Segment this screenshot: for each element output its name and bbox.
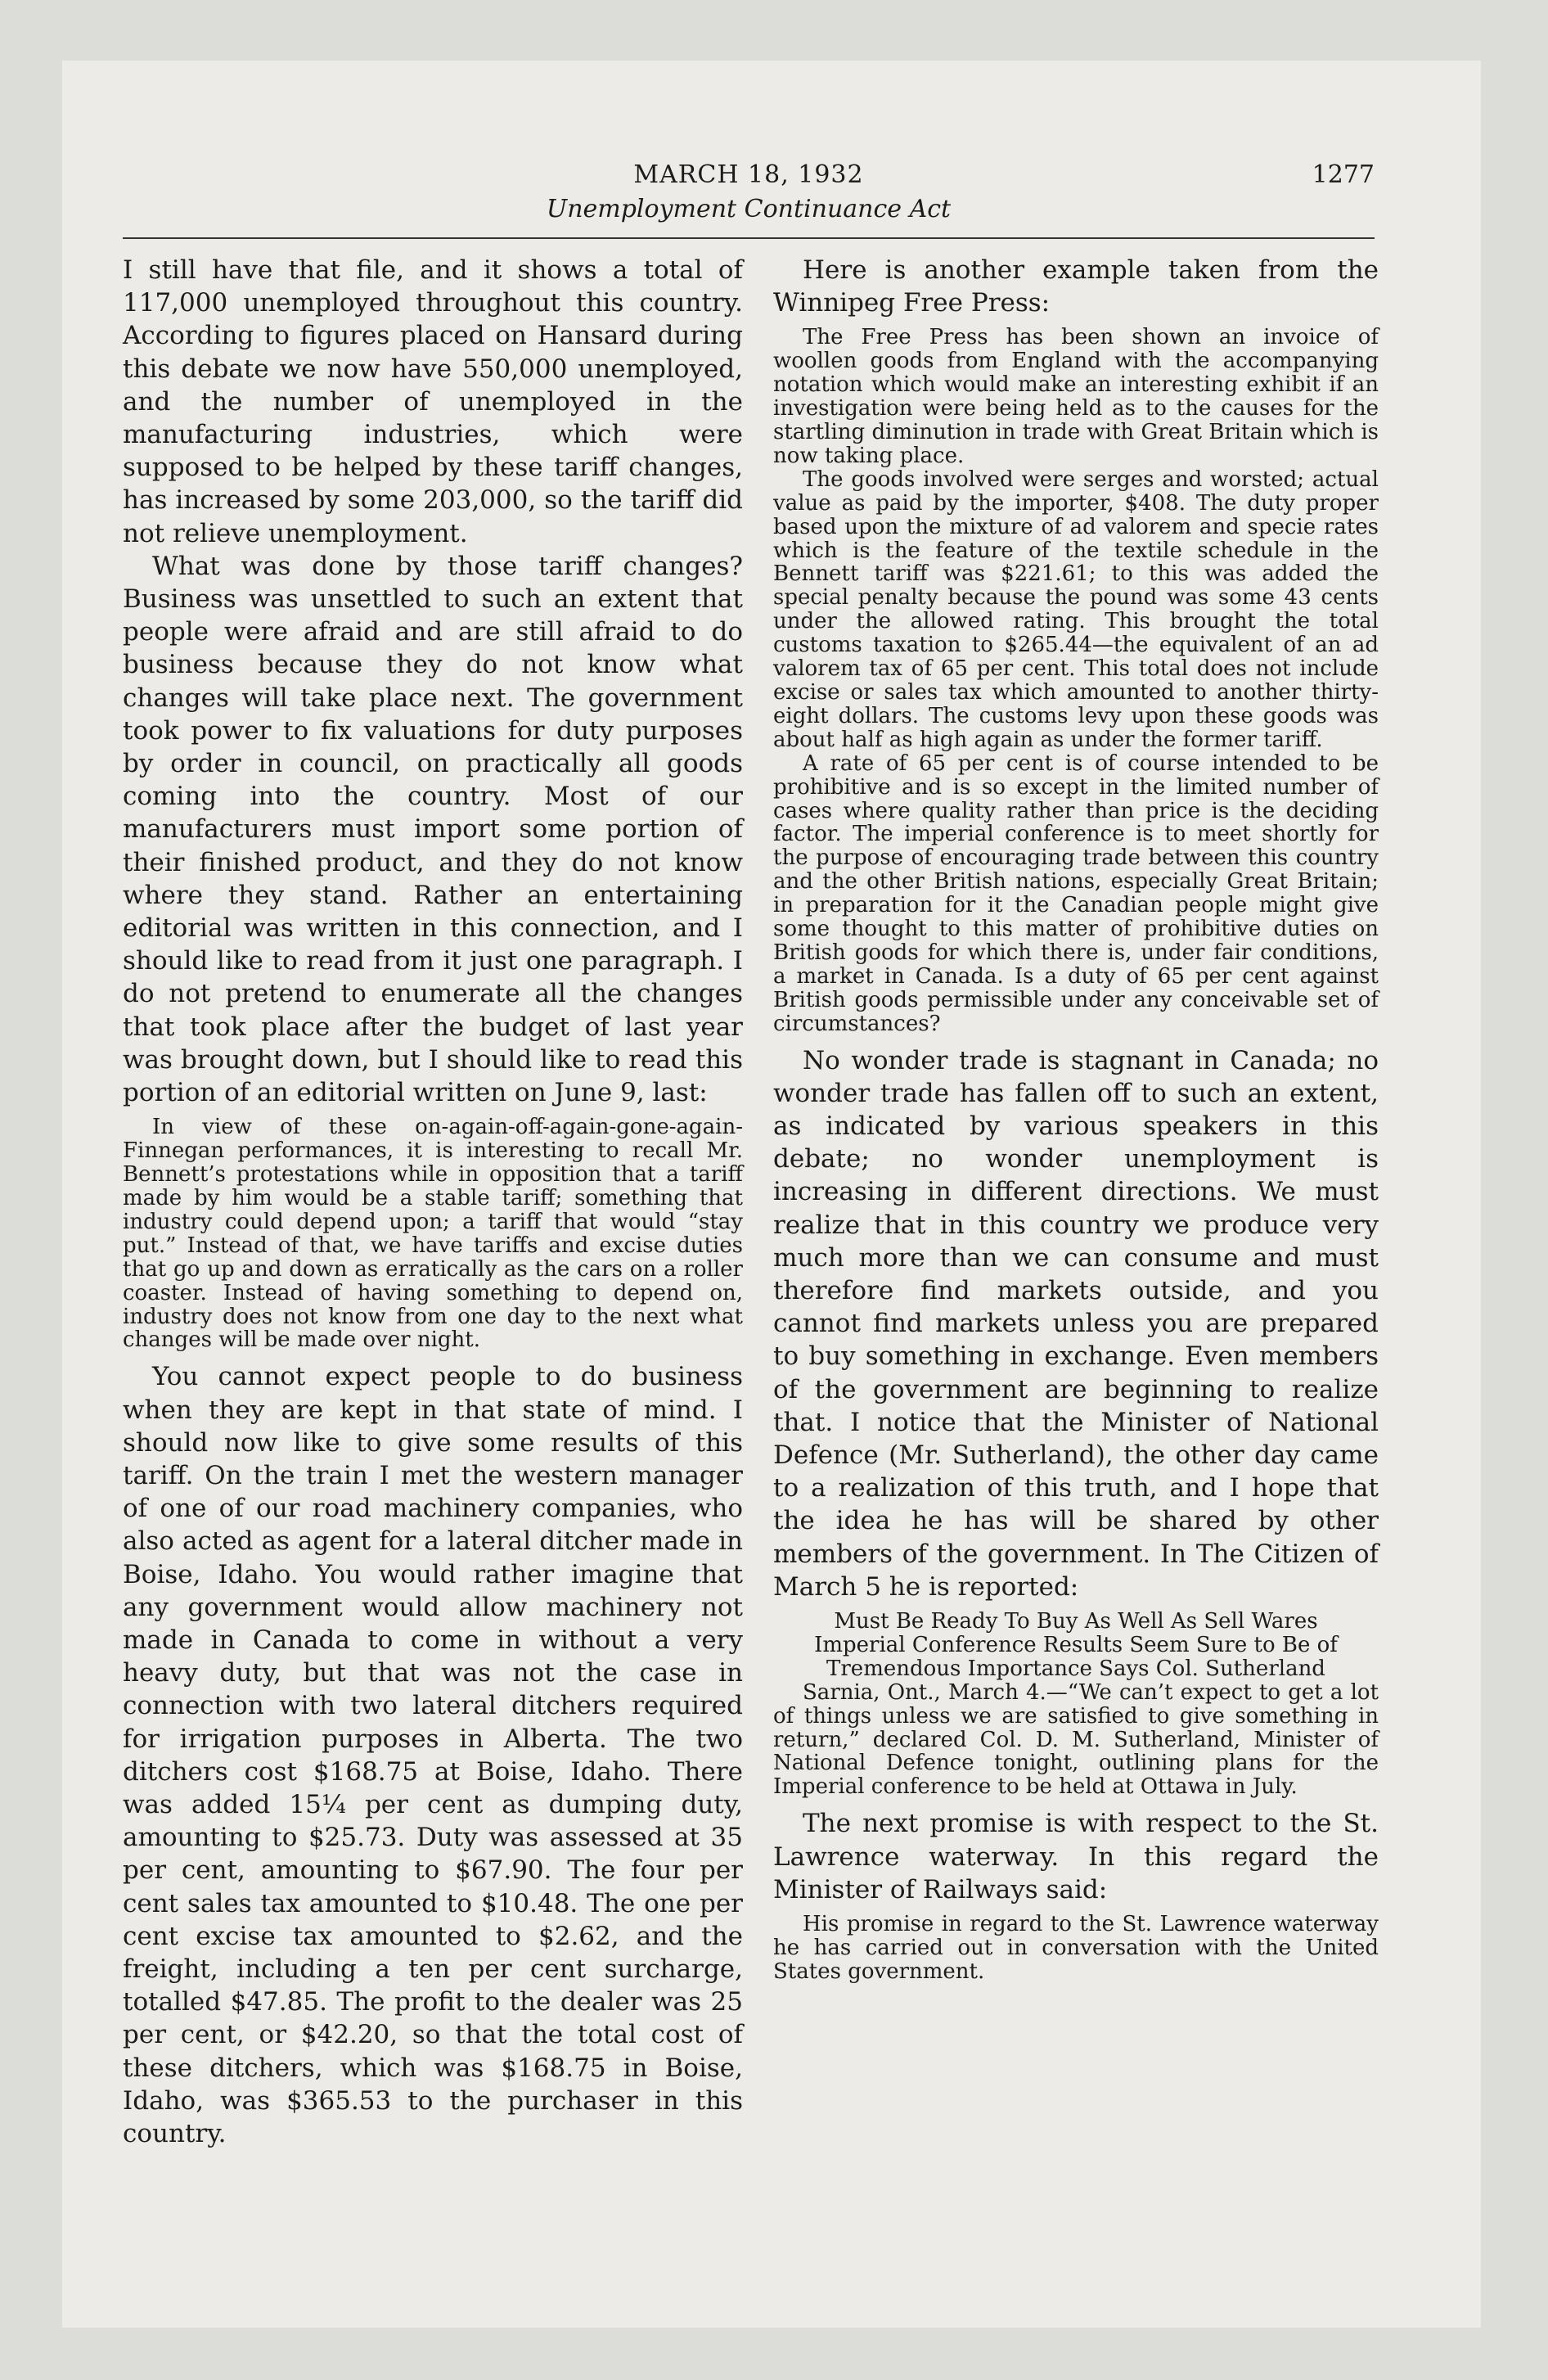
paragraph: No wonder trade is stagnant in Canada; no wonder trade has fallen off to such an extent, as indicated by various speakers in this debate; no wonder unemployment is increasing in different directions. We must realize that in this country we produce very much more than we can consume and must therefore find markets outside, and you cannot find markets unless you are prepared to buy something in exchange. Even members of the government are beginning to realize that. I notice that the Minister of National Defence (Mr. Sutherland), the other day came to a realization of this truth, and I hope that the idea he has will be shared by other members of the government. In The Citizen of March 5 he is reported: xyxy=(773,1045,1379,1602)
quote-text: The goods involved were serges and worsted; actual value as paid by the importer, $408. The duty proper based upon the mixture of ad valorem and specie rates which is the feature of the textile schedule in the Bennett tariff was $221.61; to this was added the special penalty because the pound was some 43 cents under the allowed rating. This brought the total customs taxation to $265.44—the equivalent of an ad valorem tax of 65 per cent. This total does not include excise or sales tax which amounted to another thirty-eight dollars. The customs levy upon these goods was about half as high again as under the former tariff. xyxy=(773,467,1379,752)
quote-text: A rate of 65 per cent is of course intended to be prohibitive and is so except in the limited number of cases where quality rather than price is the deciding factor. The imperial conference is to meet shortly for the purpose of encouraging trade between this country and the other British nations, especially Great Britain; in preparation for it the Canadian people might give some thought to this matter of prohibitive duties on British goods for which there is, under fair conditions, a market in Canada. Is a duty of 65 per cent against British goods permissible under any conceivable set of circumstances? xyxy=(773,751,1379,1036)
paragraph: What was done by those tariff changes? Business was unsettled to such an extent that people were afraid and are still afraid to do business because they do not know what changes will take place next. The government took power to fix valuations for duty purposes by order in council, on practically all goods coming into the country. Most of our manufacturers must import some portion of their finished product, and they do not know where they stand. Rather an entertaining editorial was written in this connection, and I should like to read from it just one paragraph. I do not pretend to enumerate all the changes that took place after the budget of last year was brought down, but I should like to read this portion of an editorial written on June 9, last: xyxy=(123,551,743,1108)
left-column xyxy=(123,254,743,2150)
page-header xyxy=(123,160,1375,242)
paragraph: Here is another example taken from the Winnipeg Free Press: xyxy=(773,255,1379,318)
paragraph: I still have that file, and it shows a total of 117,000 unemployed throughout this country. According to figures placed on Hansard during this debate we now have 550,000 unemployed, and the number of unemployed in the manufacturing industries, which were supposed to be helped by these tariff changes, has increased by some 203,000, so the tariff did not relieve unemployment. xyxy=(123,255,743,548)
header-rule xyxy=(123,237,1375,239)
paragraph: You cannot expect people to do business when they are kept in that state of mind. I should now like to give some results of this tariff. On the train I met the western manager of one of our road machinery companies, who also acted as agent for a lateral ditcher made in Boise, Idaho. You would rather imagine that any government would allow machinery not made in Canada to come in without a very heavy duty, but that was not the case in connection with two lateral ditchers required for irrigation purposes in Alberta. The two ditchers cost $168.75 at Boise, Idaho. There was added 15¼ per cent as dumping duty, amounting to $25.73. Duty was assessed at 35 per cent, amounting to $67.90. The four per cent sales tax amounted to $10.48. The one per cent excise tax amounted to $2.62, and the freight, including a ten per cent surcharge, totalled $47.85. The profit to the dealer was 25 per cent, or $42.20, so that the total cost of these ditchers, which was $168.75 in Boise, Idaho, was $365.53 to the purchaser in this country. xyxy=(123,1362,743,2149)
quote-text: In view of these on-again-off-again-gone-again-Finnegan performances, it is interesting to recall Mr. Bennett’s protestations while in opposition that a tariff made by him would be a stable tariff; something that industry could depend upon; a tariff that would “stay put.” Instead of that, we have tariffs and excise duties that go up and down as erratically as the cars on a roller coaster. Instead of having something to depend on, industry does not know from one day to the next what changes will be made over night. xyxy=(123,1115,743,1353)
block-quote xyxy=(773,326,1379,1035)
page-number: 1277 xyxy=(1312,160,1375,189)
news-subhead: Imperial Conference Results Seem Sure to Be of Tremendous Importance Says Col. Sutherland xyxy=(814,1632,1338,1681)
block-quote xyxy=(773,1913,1379,1984)
quote-text: Sarnia, Ont., March 4.—“We can’t expect to get a lot of things unless we are satisfied to give something in return,” declared Col. D. M. Sutherland, Minister of National Defence tonight, outlining plans for the Imperial conference to be held at Ottawa in July. xyxy=(773,1679,1379,1800)
quote-text: His promise in regard to the St. Lawrence waterway he has carried out in conversation with the United States government. xyxy=(773,1911,1379,1984)
block-quote xyxy=(123,1116,743,1352)
news-headline: Must Be Ready To Buy As Well As Sell Wares xyxy=(834,1609,1318,1634)
news-quote xyxy=(773,1610,1379,1799)
running-title: Unemployment Continuance Act xyxy=(546,195,952,223)
header-date: MARCH 18, 1932 xyxy=(633,160,864,189)
paragraph: The next promise is with respect to the St. Lawrence waterway. In this regard the Minister of Railways said: xyxy=(773,1809,1379,1904)
right-column xyxy=(773,254,1379,1992)
quote-text: The Free Press has been shown an invoice of woollen goods from England with the accompanying notation which would make an interesting exhibit if an investigation were being held as to the causes for the startling diminution in trade with Great Britain which is now taking place. xyxy=(773,325,1379,468)
